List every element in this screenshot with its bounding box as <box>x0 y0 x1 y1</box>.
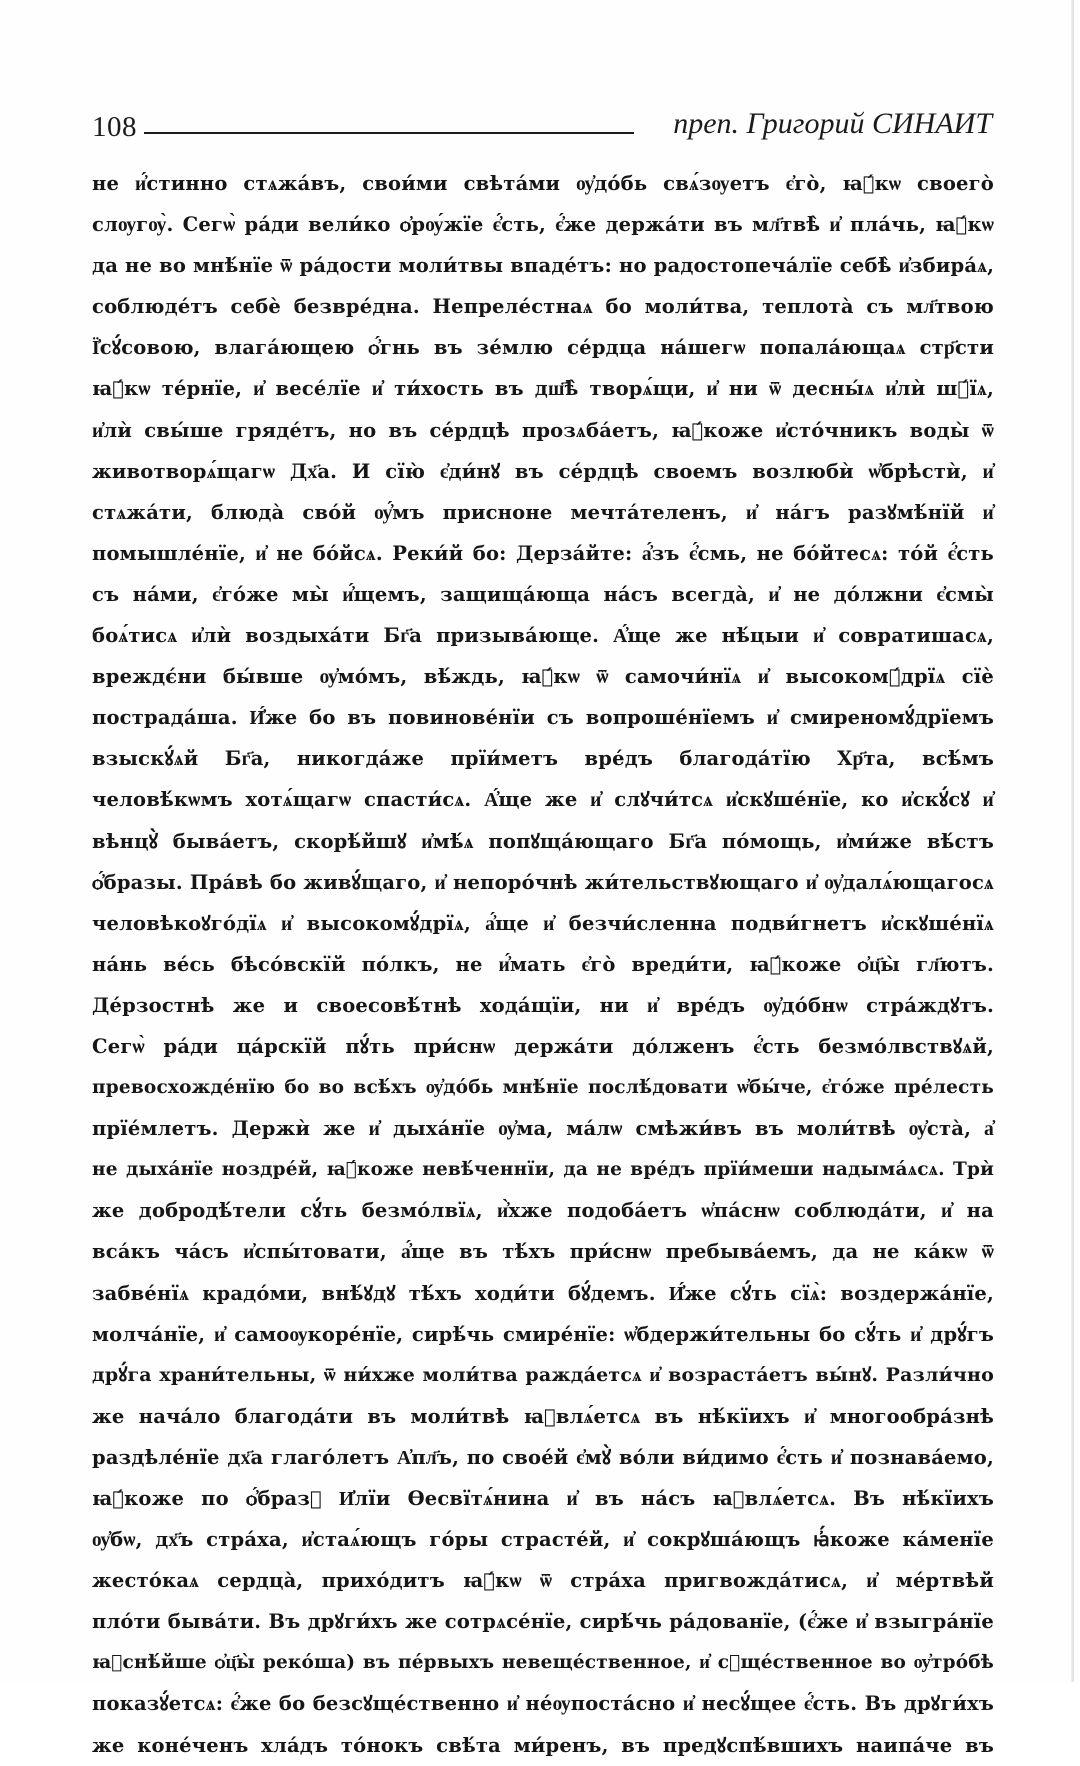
text-line: взыскꙋ́ѧй Бг҃а, никогда́же прїи́метъ вре́дъ благода́тїю Хр҃та, всѣ́мъ <box>92 747 994 771</box>
text-line: человѣ́кѡмъ хотѧ́щагѡ спасти́сѧ. А҆́ще же и҆ слꙋчи́тсѧ и҆скꙋше́нїе, ко и҆скꙋ́сꙋ и҆ <box>92 788 994 812</box>
text-line: соблюде́тъ себѐ безвре́дна. Непреле́стнаѧ бо моли́тва, теплота̀ съ мл҃твою <box>92 295 994 319</box>
text-line: прїе́млетъ. Держѝ же и҆ дыха́нїе ѹ҆ма, ма́лѡ смѣжи́въ въ моли́твѣ ѹ҆ста̀, а҆ <box>92 1117 994 1141</box>
text-line: стѧжа́ти, блюда̀ сво́й ѹ҆́мъ присноне мечта́теленъ, и҆ на́гъ разꙋмѣ́нїй и҆ <box>92 500 994 524</box>
page-number: 108 <box>92 111 137 143</box>
text-line: боѧ́тисѧ и҆лѝ воздыха́ти Бг҃а призыва́юще. А҆́ще же нѣ́цыи и҆ совратишасѧ, <box>92 624 994 648</box>
text-line: молча́нїе, и҆ самоѹкоре́нїе, сирѣ́чь смире́нїе: ѡ҆бдержи́тельны бо сꙋ́ть и҆ дрꙋ́гъ <box>92 1322 994 1346</box>
text-line: Ї҆сꙋ́совою, влага́ющею ѻ҆́гнь въ зе́млю се́рдца на́шегѡ попала́ющаѧ стр҃сти <box>92 336 994 360</box>
text-line: забве́нїѧ крадо́ми, внѣ́ꙋдꙋ тѣ́хъ ходи́ти бꙋ́демъ. И҆́же сꙋ́ть сїѧ̀: воздержа́нїе, <box>92 1281 994 1305</box>
text-line: ꙗ҆снѣ́йше ѻ҆ц҃ы̀ реко́ша) въ пе́рвыхъ невеще́ственное, и҆ сꙋще́ственное во ѹ҆тро́бѣ <box>92 1652 994 1674</box>
text-line: вѣнцꙋ̀ быва́етъ, скорѣ́йшꙋ и҆мѣ́ѧ попꙋща́ющаго Бг҃а по́мощь, и҆ми́же вѣ́стъ <box>92 829 994 853</box>
text-line: вса́къ ча́съ и҆спы́товати, а҆́ще въ тѣ́хъ при́снѡ пребыва́емъ, да не ка́кѡ ѿ <box>92 1240 994 1264</box>
running-title: преп. Григорий СИНАИТ <box>673 107 992 140</box>
text-line: же коне́ченъ хла́дъ то́нокъ свѣ́та ми́ренъ, въ предꙋспѣ́вшихъ наипа́че въ <box>92 1733 994 1757</box>
text-line: ꙗ҆́коже по ѻ҆́бразꙋ И҆лїи Ѳесвїтѧ́нина и҆ въ на́съ ꙗ҆влѧ́етсѧ. Въ нѣ́кїихъ <box>92 1487 994 1510</box>
page-header <box>92 103 992 149</box>
text-line: человѣкоꙋго́дїѧ и҆ высокомꙋ́дрїѧ, а҆́ще и҆ безчи́сленна подви́гнетъ и҆скꙋше́нїѧ <box>92 911 994 935</box>
text-line: дрꙋ́га храни́тельны, ѿ ни́хже моли́тва ражда́етсѧ и҆ возраста́етъ вы́нꙋ. Разли́чно <box>92 1363 994 1386</box>
text-line: съ на́ми, є҆го́же мы̀ и҆́щемъ, защища́юща на́съ всегда̀, и҆ не до́лжни є҆смы̀ <box>92 582 994 606</box>
text-line: ѻ҆́бразы. Пра́вѣ бо живꙋ́щаго, и҆ непоро́чнѣ жи́тельствꙋющаго и҆ ѹ҆далѧ́ющагосѧ <box>92 870 994 894</box>
text-line: показꙋ́етсѧ: є҆́же бо безсꙋще́ственно и҆ не́ѹпоста́сно и҆ несꙋ́щее є҆́сть. Въ дрꙋги́хъ <box>92 1692 994 1716</box>
page-edge-shadow <box>1071 0 1074 1682</box>
header-rule <box>144 132 634 134</box>
text-line: пло́ти быва́ти. Въ дрꙋги́хъ же сотрѧсе́нїе, сирѣ́чь ра́дованїе, (є҆́же и҆ взыгра́нїе <box>92 1610 994 1634</box>
text-line: животворѧ́щагѡ Дх҃а. И сїю̀ є҆ди́нꙋ въ се́рдцѣ своемъ возлюбѝ ѡ҆брѣстѝ, и҆ <box>92 459 994 483</box>
text-line: не дыха́нїе ноздре́й, ꙗ҆́коже невѣ́ченнїи, да не вре́дъ прїи́меши надыма́ѧсѧ. Трѝ <box>92 1159 994 1181</box>
text-line: и҆лѝ свы́ше гряде́тъ, но въ се́рдцѣ прозѧба́етъ, ꙗ҆́коже и҆сто́чникъ воды̀ ѿ <box>92 418 994 442</box>
text-line: да не во мнѣ́нїе ѿ ра́дости моли́твы впаде́тъ: но радостопеча́лїе себѣ̀ и҆збира́ѧ, <box>92 254 995 278</box>
text-line: ѹ҆бѡ, дх҃ъ стра́ха, и҆стаѧ́ющъ го́ры страсте́й, и҆ сокрꙋша́ющъ ꙗ҆́коже ка́менїе <box>92 1528 994 1552</box>
text-line: же добродѣ́тели сꙋ́ть безмо́лвїѧ, и҆̀хже подоба́етъ ѡ҆па́снѡ соблюда́ти, и҆ на <box>92 1199 994 1223</box>
text-line: Де́рзостнѣ же и своесовѣ́тнѣ хода́щїи, ни и҆ вре́дъ ѹ҆до́бнѡ стра́ждꙋтъ. <box>92 993 994 1017</box>
text-line: Сегѡ̀ ра́ди ца́рскїй пꙋ́ть при́снѡ держа́ти до́лженъ є҆́сть безмо́лвствꙋѧй, <box>92 1034 994 1058</box>
text-line: не и҆́стинно стѧжа́въ, свои́ми свѣта́ми ѹ҆до́бь свѧ́зѹетъ є҆го̀, ꙗ҆́кѡ своего̀ <box>92 172 994 195</box>
text-line: пострада́ша. И҆́же бо въ повинове́нїи съ вопроше́нїемъ и҆ смиреномꙋ́дрїемъ <box>92 706 994 730</box>
body-text <box>92 163 994 1766</box>
text-line: же нача́ло благода́ти въ моли́твѣ ꙗ҆влѧ́етсѧ въ нѣ́кїихъ и҆ многообра́знѣ <box>92 1404 994 1428</box>
text-line: слѹгѹ̀. Сегѡ̀ ра́ди вели́ко ѻ҆рѹ́жїе є҆́сть, є҆́же держа́ти въ мл҃твѣ̀ и҆ пла́чь, ꙗ҆́кѡ <box>92 213 994 237</box>
text-line: ꙗ҆́кѡ те́рнїе, и҆ весе́лїе и҆ ти́хость въ дш҃ѣ̀ творѧ́щи, и҆ ни ѿ десны́ѧ и҆лѝ шꙋ́їѧ, <box>92 377 994 401</box>
text-line: на́нь ве́сь бѣсо́вскїй по́лкъ, не и҆́мать є҆го̀ вреди́ти, ꙗ҆́коже ѻ҆ц҃ы̀ гл҃ютъ. <box>92 952 994 976</box>
text-line: вреждє́ни бы́вше ѹ҆мо́мъ, вѣ́ждь, ꙗ҆́кѡ ѿ самочи́нїѧ и҆ высокомꙋ́дрїѧ сїѐ <box>92 665 994 689</box>
text-line: превосхожде́нїю бо во всѣ́хъ ѹ҆до́бь мнѣ́нїе послѣ́довати ѡ҆бы́че, є҆го́же пре́лесть <box>92 1077 994 1099</box>
text-line: раздѣле́нїе дх҃а глаго́летъ А҆пл҃ъ, по свое́й є҆мꙋ̀ во́ли ви́димо є҆́сть и҆ познава́емо, <box>92 1445 994 1469</box>
text-line: жесто́каѧ сердца̀, прихо́дитъ ꙗ҆́кѡ ѿ стра́ха пригвожда́тисѧ, и҆ ме́ртвѣй <box>92 1569 994 1593</box>
text-line: помышле́нїе, и҆ не бо́йсѧ. Реки́й бо: Дерза́йте: а҆́зъ є҆́смь, не бо́йтесѧ: то́й є҆́сть <box>92 541 994 565</box>
